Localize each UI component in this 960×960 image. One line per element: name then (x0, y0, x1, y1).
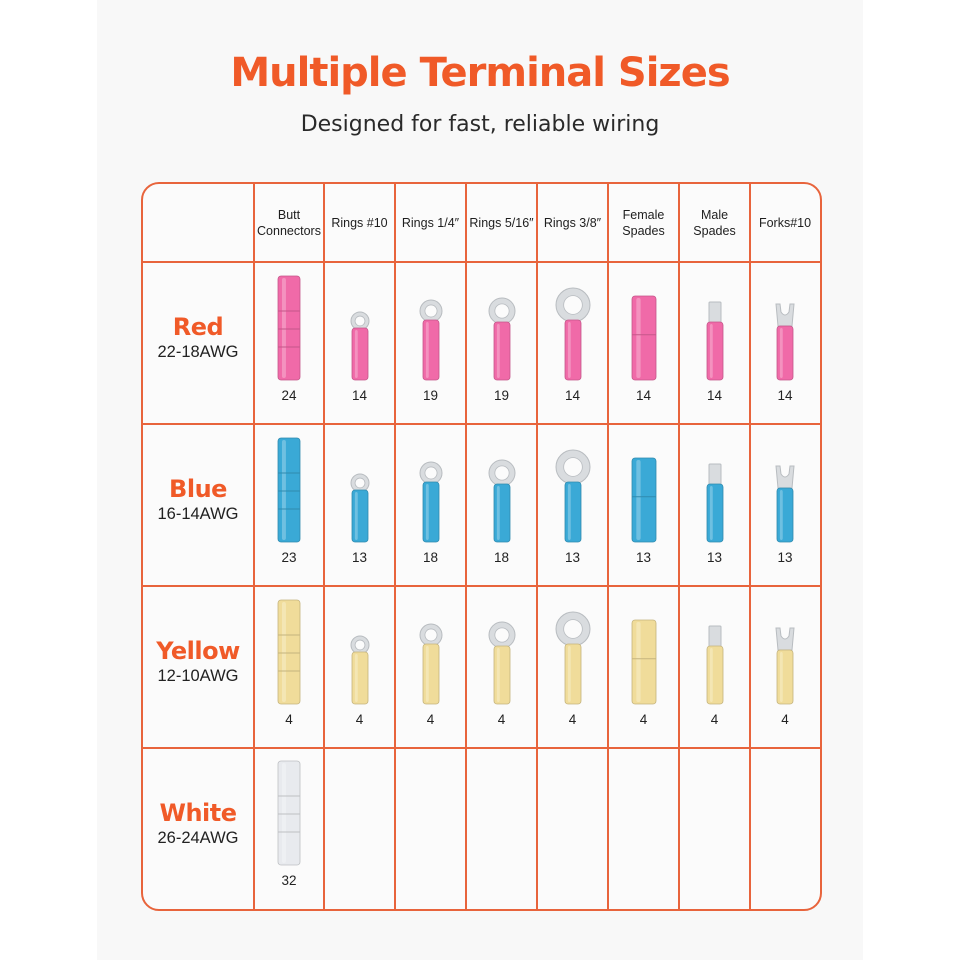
terminal-fork-yellow (765, 622, 805, 706)
terminal-female-red (624, 284, 664, 382)
column-header: Rings 1/4″ (401, 216, 460, 230)
terminal-male-blue (695, 460, 735, 544)
column-divider (607, 184, 609, 909)
column-header: Rings 3/8″ (543, 216, 602, 230)
row-wire-gauge: 12-10AWG (157, 667, 239, 685)
quantity-label: 23 (281, 550, 297, 565)
quantity-label: 14 (635, 388, 652, 403)
column-divider (253, 184, 255, 909)
quantity-label: 4 (285, 712, 293, 727)
row-label (143, 637, 253, 686)
page-title: Multiple Terminal Sizes (230, 50, 730, 96)
row-color-name: Yellow (156, 637, 240, 665)
quantity-label: 14 (351, 388, 368, 403)
quantity-label: 4 (568, 712, 577, 727)
column-header: Male Spades (693, 208, 736, 238)
quantity-label: 4 (639, 712, 648, 727)
terminal-ring-s-red (340, 300, 380, 382)
terminal-ring-s-blue (340, 462, 380, 544)
column-header: Rings #10 (331, 216, 388, 230)
terminal-female-blue (624, 446, 664, 544)
quantity-label: 4 (497, 712, 506, 727)
quantity-label: 14 (777, 388, 793, 403)
page-subtitle: Designed for fast, reliable wiring (300, 112, 660, 137)
terminal-butt-red (272, 270, 306, 382)
terminal-fork-blue (765, 460, 805, 544)
terminal-size-table (141, 182, 822, 911)
column-header: Forks#10 (758, 216, 812, 230)
row-label (143, 799, 253, 848)
row-color-name: White (159, 798, 237, 827)
quantity-label: 13 (706, 550, 723, 565)
terminal-ring-m-red (411, 290, 451, 382)
terminal-male-yellow (695, 622, 735, 706)
row-wire-gauge: 26-24AWG (157, 828, 239, 847)
terminal-male-red (695, 298, 735, 382)
quantity-label: 13 (777, 550, 793, 565)
terminal-ring-xl-red (551, 274, 595, 382)
quantity-label: 4 (710, 712, 719, 727)
column-divider (465, 184, 467, 909)
quantity-label: 13 (351, 550, 368, 565)
quantity-label: 13 (635, 550, 652, 565)
terminal-butt-white (272, 755, 306, 867)
terminal-ring-l-yellow (482, 612, 522, 706)
terminal-ring-m-blue (411, 452, 451, 544)
terminal-ring-xl-blue (551, 436, 595, 544)
terminal-butt-blue (272, 432, 306, 544)
row-color-name: Red (172, 313, 224, 341)
terminal-butt-yellow (272, 594, 306, 706)
quantity-label: 18 (422, 550, 439, 565)
column-header: Female Spades (622, 208, 665, 238)
column-divider (678, 184, 680, 909)
quantity-label: 4 (781, 712, 789, 727)
terminal-ring-m-yellow (411, 614, 451, 706)
row-wire-gauge: 16-14AWG (157, 505, 239, 523)
quantity-label: 4 (355, 712, 364, 727)
row-divider (143, 585, 820, 587)
quantity-label: 13 (564, 550, 581, 565)
row-wire-gauge: 22-18AWG (157, 343, 239, 361)
quantity-label: 18 (493, 550, 510, 565)
quantity-label: 32 (281, 873, 297, 888)
row-label (143, 475, 253, 524)
quantity-label: 4 (426, 712, 435, 727)
row-label (143, 313, 253, 362)
quantity-label: 19 (493, 388, 510, 403)
column-divider (749, 184, 751, 909)
column-header: Butt Connectors (257, 208, 321, 238)
quantity-label: 14 (564, 388, 581, 403)
row-color-name: Blue (169, 475, 227, 503)
quantity-label: 14 (706, 388, 723, 403)
terminal-fork-red (765, 298, 805, 382)
terminal-female-yellow (624, 608, 664, 706)
column-header: Rings 5/16″ (469, 216, 534, 230)
row-divider (143, 747, 820, 749)
terminal-ring-l-blue (482, 450, 522, 544)
column-divider (394, 184, 396, 909)
row-divider (143, 423, 820, 425)
column-divider (536, 184, 538, 909)
terminal-ring-xl-yellow (551, 598, 595, 706)
quantity-label: 24 (281, 388, 297, 403)
terminal-ring-s-yellow (340, 624, 380, 706)
terminal-ring-l-red (482, 288, 522, 382)
column-divider (323, 184, 325, 909)
quantity-label: 19 (422, 388, 439, 403)
